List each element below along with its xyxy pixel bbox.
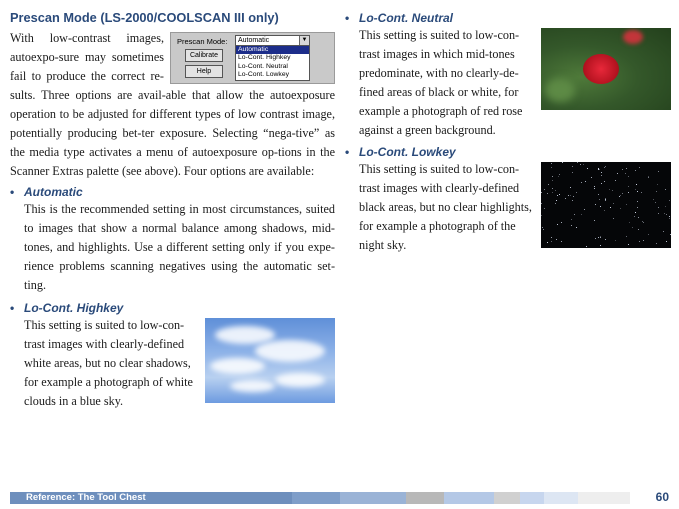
footer-segment <box>406 492 444 504</box>
bullet-icon: • <box>10 301 15 315</box>
page-number: 60 <box>655 490 669 504</box>
footer-segment <box>444 492 494 504</box>
prescan-mode-selected-value: Automatic <box>238 37 270 44</box>
left-column <box>10 10 335 411</box>
bullet-heading-lowkey <box>345 144 671 160</box>
prescan-mode-label: Prescan Mode: <box>177 37 228 46</box>
night-sky-photo <box>541 162 671 248</box>
footer-segment <box>544 492 578 504</box>
section-title: Prescan Mode (LS-2000/COOLSCAN III only) <box>10 10 279 25</box>
bullet-heading-neutral <box>345 10 671 26</box>
footer-segment <box>520 492 544 504</box>
option-lo-cont-highkey[interactable]: Lo-Cont. Highkey <box>238 54 291 62</box>
bullet-body-lowkey: This setting is suited to low-con-trast images with clearly-defined black areas, but no clear highlights, for example a photograph of the night sky. <box>359 162 532 252</box>
right-column <box>345 10 671 255</box>
prescan-mode-dialog <box>170 32 335 84</box>
bullet-icon: • <box>345 11 350 25</box>
footer-segment <box>292 492 340 504</box>
red-rose-photo <box>541 28 671 110</box>
bullet-heading-highkey <box>10 300 335 316</box>
bullet-heading-text: Lo-Cont. Neutral <box>359 11 453 25</box>
help-button[interactable]: Help <box>185 65 223 78</box>
bullet-block-neutral <box>345 26 671 140</box>
bullet-heading-text: Automatic <box>24 185 83 199</box>
footer-segment <box>578 492 630 504</box>
footer-segment <box>340 492 406 504</box>
intro-paragraph: With low-contrast images, autoexpo-sure may sometimes fail to produce the correct re-sults. Three options are avail-able that allow the autoexposure operation to be adjusted for different types of low contrast image, potentially producing bet-ter exposure. Selecting “nega-tive” as the media type activates a menu of autoexposure op-tions in the Scanner Extras palette (see above). Four options are available: <box>10 31 335 178</box>
bullet-block-lowkey <box>345 160 671 255</box>
bullet-block-highkey <box>10 316 335 411</box>
bullet-heading-automatic <box>10 184 335 200</box>
bullet-icon: • <box>10 185 15 199</box>
footer-label: Reference: The Tool Chest <box>26 492 146 503</box>
prescan-mode-option-list <box>235 45 310 81</box>
option-lo-cont-neutral[interactable]: Lo-Cont. Neutral <box>238 62 288 70</box>
clouds-photo <box>205 318 335 403</box>
bullet-heading-text: Lo-Cont. Lowkey <box>359 145 456 159</box>
bullet-heading-text: Lo-Cont. Highkey <box>24 301 124 315</box>
calibrate-button[interactable]: Calibrate <box>185 49 223 62</box>
bullet-body-neutral: This setting is suited to low-con-trast images in which mid-tones predominate, with no clearly-de-fined areas of black or white, for example a photograph of red rose against a green background. <box>359 28 523 137</box>
bullet-body-automatic: This is the recommended setting in most circumstances, suited to images that show a normal balance among shadows, mid-tones, and highlights. Use a different setting only if you expe-rience problems scanning negatives using the automatic set-ting. <box>24 202 335 292</box>
option-lo-cont-lowkey[interactable]: Lo-Cont. Lowkey <box>238 71 290 79</box>
option-automatic[interactable]: Automatic <box>236 46 309 54</box>
bullet-icon: • <box>345 145 350 159</box>
footer-segment <box>494 492 520 504</box>
bullet-body-highkey: This setting is suited to low-con-trast images with clearly-defined white areas, but no clear shadows, for example a photograph of white clouds in a blue sky. <box>24 318 193 408</box>
chevron-down-icon[interactable]: ▼ <box>299 36 309 45</box>
